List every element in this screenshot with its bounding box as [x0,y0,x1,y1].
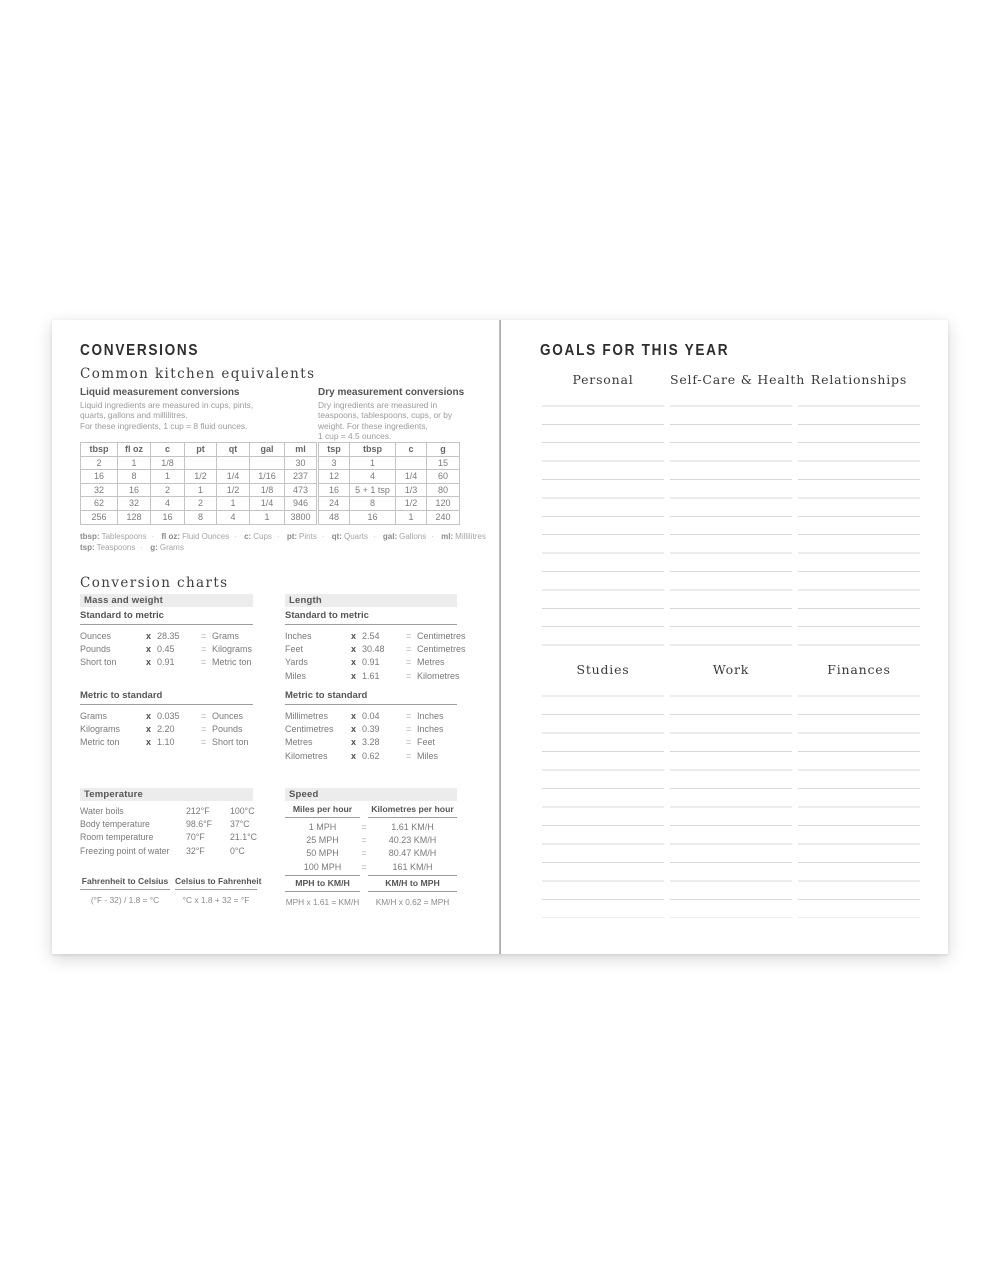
legend-abbr: gal: [382,532,398,541]
sub-heading: Standard to metric [80,610,253,625]
liquid-conversions-title: Liquid measurement conversions [80,387,240,398]
goals-grid-top [542,372,920,646]
col-header: c [151,443,185,457]
equals-sign: = [406,657,412,668]
temperature-row [80,818,253,831]
conv-factor: 2.54 [362,631,380,641]
cell: 80 [427,483,460,497]
temp-f: 32°F [186,845,205,856]
goal-column-studies [542,662,664,918]
multiply-sign: x [351,724,357,735]
ruled-lines [542,678,664,918]
table-row [81,470,317,484]
sub-heading: Metric to standard [285,690,457,705]
goal-column-relationships [798,372,920,646]
ruled-lines [798,388,920,646]
equals-sign: = [201,737,207,748]
cell: 3800 [285,510,317,524]
c-to-f-heading: Celsius to Fahrenheit [175,876,257,890]
multiply-sign: x [351,631,357,641]
table-row [81,497,317,511]
cell: 1 [185,483,217,497]
conv-factor: 30.48 [362,644,385,655]
conv-result: Feet [417,737,436,748]
cell [185,456,217,470]
col-header: tbsp [350,443,396,457]
conversion-row [285,736,457,749]
speed-header-row [285,804,457,818]
conversion-row [80,656,253,669]
legend-separator: · [431,532,434,541]
conv-factor: 0.04 [362,711,380,721]
length-standard-to-metric [285,610,466,683]
legend-label: Fluid Ounces [182,532,230,541]
conv-factor: 28.35 [157,631,180,641]
goal-column-selfcare-health [670,372,806,646]
temp-f: 212°F [186,806,210,816]
cell: 4 [350,470,396,484]
goal-column-work [670,662,792,918]
cell: 60 [427,470,460,484]
conv-result: Short ton [212,737,249,748]
conv-result: Grams [212,631,239,641]
cell: 1/8 [250,483,285,497]
conversion-row [80,723,253,736]
legend-abbr: tsp: [80,542,95,552]
desc-line: For these ingredients, 1 cup = 8 fluid ounces. [80,420,248,431]
cell: 2 [151,483,185,497]
conv-result: Inches [417,724,444,735]
desc-line: teaspoons, tablespoons, cups, or by [318,410,453,421]
cell: 1/2 [185,470,217,484]
conversion-row [285,710,457,723]
conv-label: Kilometres [285,750,328,761]
temp-c: 37°C [230,819,250,830]
cell: 1 [151,470,185,484]
conv-factor: 0.91 [362,657,380,668]
kmh-value: 161 KM/H [392,861,433,872]
legend-separator: · [140,542,144,552]
multiply-sign: x [146,737,152,748]
conv-label: Kilograms [80,724,121,735]
legend-label: Teaspoons [96,542,136,552]
mph-to-kmh-heading: MPH to KM/H [285,875,360,892]
legend-separator: · [276,532,280,541]
equals-sign: = [406,724,412,735]
temp-f: 70°F [186,832,205,843]
mass-weight-section-bar: Mass and weight [80,594,253,607]
legend-label: Cups [253,532,272,541]
conv-factor: 0.62 [362,750,380,761]
cell: 1 [250,510,285,524]
desc-line: weight. For these ingredients, [318,420,428,431]
cell: 1 [396,510,427,524]
conversion-charts-heading: Conversion charts [80,575,229,591]
cell: 3 [319,456,350,470]
speed-row [285,861,457,874]
conversion-row [285,723,457,736]
legend-abbr: pt: [286,532,298,541]
conversion-row [80,736,253,749]
desc-line: Dry ingredients are measured in [318,400,438,410]
kmh-to-mph-formula: KM/H x 0.62 = MPH [375,897,450,907]
table-row [319,497,460,511]
conv-factor: 1.61 [362,670,380,681]
desc-line: quarts, gallons and millilitres. [80,410,188,421]
table-row [81,456,317,470]
cell: 2 [81,456,118,470]
conv-result: Metric ton [212,657,252,668]
mph-to-kmh-formula: MPH x 1.61 = KM/H [285,897,360,907]
kitchen-equivalents-heading: Common kitchen equivalents [80,366,316,382]
equals-sign: = [201,711,207,721]
conversion-row [80,710,253,723]
conv-result: Pounds [212,724,243,735]
cell: 8 [118,470,151,484]
legend-abbr: g: [150,542,158,552]
temp-c: 21.1°C [230,832,257,843]
goals-grid-bottom [542,662,920,918]
equals-sign: = [406,711,412,721]
equals-sign: = [361,861,367,872]
equals-sign: = [406,670,412,681]
temp-label: Room temperature [80,832,154,843]
cell: 256 [81,510,118,524]
temp-label: Water boils [80,806,124,816]
col-header: c [396,443,427,457]
legend-label: Quarts [343,532,368,541]
temp-label: Freezing point of water [80,845,170,856]
kmh-column-header: Kilometres per hour [368,804,457,818]
speed-row [285,847,457,860]
cell: 8 [350,497,396,511]
col-header: g [427,443,460,457]
conversion-row [285,643,466,656]
legend-line [80,543,485,554]
equals-sign: = [406,737,412,748]
ruled-lines [542,388,664,646]
goal-column-personal [542,372,664,646]
goal-column-finances [798,662,920,918]
col-header: tbsp [81,443,118,457]
temperature-section-bar: Temperature [80,788,253,801]
conv-result: Miles [417,750,439,761]
cell: 4 [217,510,250,524]
conv-result: Metres [417,657,445,668]
equals-sign: = [201,657,207,668]
goals-page [500,320,948,954]
conv-factor: 1.10 [157,737,175,748]
equals-sign: = [201,724,207,735]
temp-c: 0°C [230,845,245,856]
sub-heading: Metric to standard [80,690,253,705]
cell: 30 [285,456,317,470]
ruled-lines [670,678,792,918]
legend-label: Grams [159,542,184,552]
col-header: qt [217,443,250,457]
planner-spread [52,320,948,954]
conv-label: Centimetres [285,724,334,735]
equals-sign: = [406,644,412,655]
cell: 1/4 [250,497,285,511]
table-row [319,470,460,484]
desc-line: 1 cup = 4.5 ounces. [318,431,392,442]
kmh-value: 40.23 KM/H [388,835,437,846]
goal-heading: Work [712,662,750,677]
conv-result: Ounces [212,711,244,721]
multiply-sign: x [351,657,357,668]
cell: 120 [427,497,460,511]
multiply-sign: x [351,737,357,748]
cell: 16 [151,510,185,524]
mass-standard-to-metric [80,610,253,670]
multiply-sign: x [146,724,152,735]
cell: 1/3 [396,483,427,497]
speed-formula-headers [285,875,457,892]
equals-sign: = [201,631,207,641]
temperature-formulas [80,876,262,905]
abbreviation-legend [80,532,485,553]
cell: 1/2 [396,497,427,511]
multiply-sign: x [351,670,357,681]
mph-value: 1 MPH [308,822,337,832]
cell: 1 [118,456,151,470]
legend-label: Gallons [399,532,427,541]
cell: 48 [319,510,350,524]
multiply-sign: x [146,657,152,668]
speed-row [285,834,457,847]
cell: 32 [118,497,151,511]
temp-c: 100°C [230,806,255,816]
equals-sign: = [361,835,367,846]
conv-result: Inches [417,711,444,721]
col-header: gal [250,443,285,457]
dry-conversions-title: Dry measurement conversions [318,387,465,398]
goal-heading: Studies [576,662,630,677]
legend-abbr: tbsp: [80,532,100,541]
col-header: ml [285,443,317,457]
temp-label: Body temperature [80,819,150,830]
multiply-sign: x [351,711,357,721]
legend-separator: · [321,532,325,541]
cell: 1 [350,456,396,470]
liquid-conversions-description [80,400,305,431]
desc-line: Liquid ingredients are measured in cups, pints, [80,400,254,410]
equals-sign: = [406,750,412,761]
table-header-row [81,443,317,457]
conv-label: Grams [80,711,107,721]
cell: 16 [81,470,118,484]
temperature-row [80,831,257,844]
page-title: GOALS FOR THIS YEAR [540,342,730,359]
page-title: CONVERSIONS [80,342,200,359]
goal-heading: Finances [827,662,891,677]
conv-result: Kilograms [212,644,253,655]
legend-label: Tablespoons [101,532,147,541]
cell [396,456,427,470]
temp-f: 98.6°F [186,819,213,830]
equals-sign: = [361,848,367,859]
multiply-sign: x [146,644,152,655]
cell: 237 [285,470,317,484]
cell: 1/16 [250,470,285,484]
ruled-lines [798,678,920,918]
cell: 16 [319,483,350,497]
kmh-value: 80.47 KM/H [388,848,437,859]
conv-factor: 0.45 [157,644,175,655]
col-header: pt [185,443,217,457]
speed-table [285,804,457,874]
goal-heading: Relationships [810,372,908,387]
conv-factor: 0.39 [362,724,380,735]
conv-label: Metric ton [80,737,120,748]
table-row [319,483,460,497]
mass-metric-to-standard [80,690,253,750]
col-header: tsp [319,443,350,457]
legend-abbr: ml: [441,532,454,541]
mph-column-header: Miles per hour [285,804,360,818]
cell: 12 [319,470,350,484]
equals-sign: = [361,822,367,832]
conv-label: Pounds [80,644,111,655]
conv-result: Kilometres [417,670,460,681]
conv-label: Ounces [80,631,112,641]
liquid-measurement-table [80,442,317,525]
f-to-c-heading: Fahrenheit to Celsius [80,876,170,890]
cell: 1 [217,497,250,511]
conversion-row [285,656,457,669]
conversion-row [80,643,253,656]
length-section-bar: Length [285,594,457,607]
cell: 32 [81,483,118,497]
multiply-sign: x [351,644,357,655]
length-metric-to-standard [285,690,457,763]
cell: 5 + 1 tsp [350,483,396,497]
legend-separator: · [151,532,155,541]
conv-factor: 0.035 [157,711,180,721]
cell: 1/4 [217,470,250,484]
multiply-sign: x [146,711,152,721]
equals-sign: = [406,631,412,641]
legend-label: Millilitres [455,532,486,541]
kmh-value: 1.61 KM/H [391,822,434,832]
temperature-row [80,805,253,818]
ruled-lines [670,388,792,646]
cell: 473 [285,483,317,497]
temperature-row [80,845,253,858]
conversion-row [285,750,457,763]
cell: 15 [427,456,460,470]
cell: 128 [118,510,151,524]
conv-label: Yards [285,657,308,668]
f-to-c-formula: (°F - 32) / 1.8 = °C [90,895,160,905]
goal-heading: Self-Care & Health [670,372,806,387]
temperature-rows [80,805,257,858]
sub-heading: Standard to metric [285,610,457,625]
cell: 1/8 [151,456,185,470]
kmh-to-mph-heading: KM/H to MPH [368,875,457,892]
mph-value: 100 MPH [303,861,342,872]
cell: 16 [350,510,396,524]
table-row [81,510,317,524]
dry-conversions-description [318,400,478,442]
cell [217,456,250,470]
conv-result: Centimetres [417,644,466,655]
goal-heading: Personal [572,372,634,387]
legend-line [80,532,485,543]
multiply-sign: x [146,631,152,641]
cell: 240 [427,510,460,524]
multiply-sign: x [351,750,357,761]
dry-measurement-table [318,442,460,525]
conversion-row [285,630,466,643]
conv-label: Inches [285,631,312,641]
conv-label: Metres [285,737,313,748]
speed-formula-row [285,892,457,907]
cell: 62 [81,497,118,511]
conv-factor: 2.20 [157,724,175,735]
conversion-row [285,670,460,683]
conv-label: Short ton [80,657,117,668]
cell: 4 [151,497,185,511]
cell: 8 [185,510,217,524]
speed-row [285,821,457,834]
mph-value: 50 MPH [306,848,339,859]
col-header: fl oz [118,443,151,457]
legend-abbr: c: [244,532,252,541]
legend-abbr: qt: [331,532,342,541]
cell: 24 [319,497,350,511]
table-row [319,456,460,470]
conv-result: Centimetres [417,631,466,641]
mph-value: 25 MPH [306,835,339,846]
cell [250,456,285,470]
conv-factor: 0.91 [157,657,175,668]
c-to-f-formula: °C x 1.8 + 32 = °F [182,895,250,905]
legend-separator: · [372,532,376,541]
speed-section-bar: Speed [285,788,457,801]
table-row [319,510,460,524]
table-header-row [319,443,460,457]
conversion-row [80,630,253,643]
conv-label: Miles [285,670,307,681]
cell: 1/2 [217,483,250,497]
conv-factor: 3.28 [362,737,380,748]
cell: 16 [118,483,151,497]
equals-sign: = [201,644,207,655]
legend-separator: · [234,532,237,541]
conversions-page [52,320,500,954]
speed-formulas [285,875,457,907]
legend-label: Pints [299,532,317,541]
cell: 2 [185,497,217,511]
conv-label: Millimetres [285,711,329,721]
cell: 1/4 [396,470,427,484]
conv-label: Feet [285,644,304,655]
cell: 946 [285,497,317,511]
legend-abbr: fl oz: [161,532,181,541]
table-row [81,483,317,497]
